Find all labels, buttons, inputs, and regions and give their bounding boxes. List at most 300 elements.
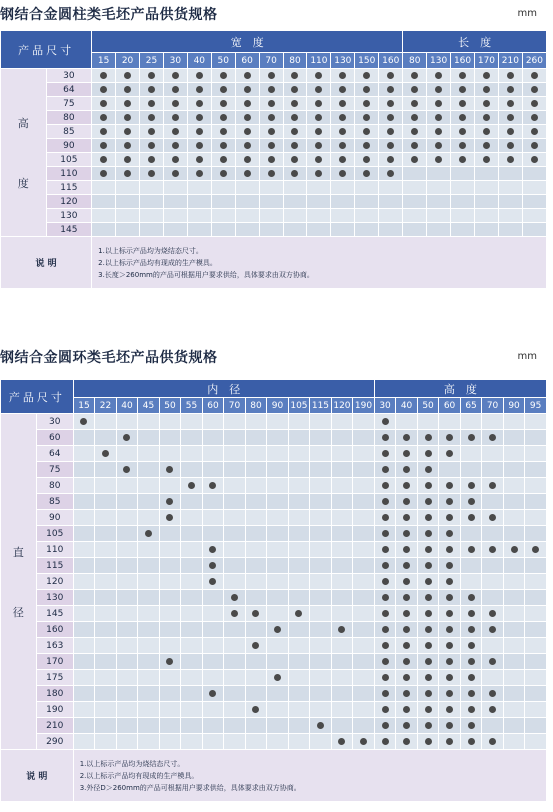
section2-grid-cell — [310, 702, 332, 718]
section2-grid-cell — [396, 542, 418, 558]
section2-grid-cell — [482, 478, 504, 494]
section1-grid-cell — [331, 125, 355, 139]
section2-grid-cell — [417, 638, 439, 654]
section2-grid-cell — [353, 718, 375, 734]
section2-grid-cell — [138, 542, 160, 558]
section1-grid-cell — [187, 83, 211, 97]
section2-availability-dot — [338, 626, 345, 633]
section2-table-row — [1, 654, 547, 670]
section2-availability-dot — [446, 610, 453, 617]
section2-grid-cell — [503, 686, 525, 702]
section2-grid-cell — [525, 702, 547, 718]
section2-column-header: 70 — [482, 398, 504, 414]
section1-table-row — [1, 97, 547, 111]
section2-availability-dot — [403, 578, 410, 585]
section1-availability-dot — [363, 156, 370, 163]
section1-grid-cell — [211, 139, 235, 153]
section2-grid-cell — [353, 414, 375, 430]
section2-grid-cell — [460, 494, 482, 510]
section1-availability-dot — [244, 86, 251, 93]
section1-grid-cell — [116, 181, 140, 195]
section1-availability-dot — [268, 142, 275, 149]
section2-row-label: 190 — [36, 702, 73, 718]
section1-grid-cell — [116, 111, 140, 125]
section2-table-row — [1, 590, 547, 606]
section2-grid-cell — [310, 526, 332, 542]
section2-grid-cell — [331, 590, 353, 606]
section2-availability-dot — [209, 578, 216, 585]
section2-grid-cell — [460, 606, 482, 622]
section1-grid-cell — [140, 167, 164, 181]
section2-grid-cell — [525, 462, 547, 478]
section2-grid-cell — [159, 590, 181, 606]
section2-availability-dot — [403, 626, 410, 633]
section1-note-line: 3.长度＞260mm的产品可根据用户要求供给，具体要求由双方协商。 — [98, 270, 314, 279]
section1-availability-dot — [339, 114, 346, 121]
section1-availability-dot — [196, 100, 203, 107]
section2-grid-cell — [202, 542, 224, 558]
section1-availability-dot — [507, 156, 514, 163]
section1-grid-cell — [259, 139, 283, 153]
section1-row-label: 80 — [46, 111, 92, 125]
section1-column-header: 150 — [355, 53, 379, 69]
section1-grid-cell — [475, 125, 499, 139]
section2-grid-cell — [95, 638, 117, 654]
section2-side-label-char: 径 — [12, 605, 24, 619]
section2-availability-dot — [382, 674, 389, 681]
section1-row-label: 115 — [46, 181, 92, 195]
section2-grid-cell — [116, 590, 138, 606]
section2-grid-cell — [267, 606, 289, 622]
section2-table-row — [1, 494, 547, 510]
section2-grid-cell — [224, 654, 246, 670]
section2-grid-cell — [159, 686, 181, 702]
section2-row-label: 60 — [36, 430, 73, 446]
section2-column-header: 50 — [417, 398, 439, 414]
section2-notes — [73, 750, 546, 802]
section2-title: 钢结合金圆环类毛坯产品供货规格 — [0, 350, 218, 366]
section1-availability-dot — [124, 86, 131, 93]
section2-row-label: 210 — [36, 718, 73, 734]
section2-grid-cell — [525, 686, 547, 702]
section1-grid-cell — [283, 195, 307, 209]
section2-table-row — [1, 638, 547, 654]
section1-grid-cell — [379, 167, 403, 181]
section1-grid-cell — [92, 97, 116, 111]
section2-column-header: 95 — [525, 398, 547, 414]
section1-row-label: 130 — [46, 209, 92, 223]
section2-grid-cell — [460, 526, 482, 542]
section1-availability-dot — [531, 156, 538, 163]
section2-row-label: 130 — [36, 590, 73, 606]
section2-grid-cell — [224, 734, 246, 750]
section2-grid-cell — [374, 494, 396, 510]
section2-grid-cell — [116, 526, 138, 542]
section1-grid-cell — [475, 83, 499, 97]
section1-availability-dot — [435, 156, 442, 163]
section1-row-label: 120 — [46, 195, 92, 209]
section2-grid-cell — [353, 542, 375, 558]
section2-grid-cell — [460, 718, 482, 734]
section2-grid-cell — [138, 654, 160, 670]
section2-grid-cell — [525, 430, 547, 446]
section2-grid-cell — [224, 606, 246, 622]
section1-group2-header: 长 度 — [403, 31, 547, 53]
section1-grid-cell — [451, 195, 475, 209]
section2-availability-dot — [489, 690, 496, 697]
section1-grid-cell — [427, 181, 451, 195]
section1-availability-dot — [291, 128, 298, 135]
section1-availability-dot — [339, 72, 346, 79]
section1-row-label: 145 — [46, 223, 92, 237]
section2-grid-cell — [396, 494, 418, 510]
section1-availability-dot — [339, 86, 346, 93]
section2-availability-dot — [382, 706, 389, 713]
section2-grid-cell — [482, 510, 504, 526]
section2-grid-cell — [417, 478, 439, 494]
section2-grid-cell — [73, 446, 95, 462]
section2-grid-cell — [181, 590, 203, 606]
section1-grid-cell — [522, 97, 546, 111]
section2-grid-cell — [374, 734, 396, 750]
section1-availability-dot — [148, 170, 155, 177]
section1-grid-cell — [403, 195, 427, 209]
section1-availability-dot — [268, 156, 275, 163]
section2-grid-cell — [95, 622, 117, 638]
section2-availability-dot — [403, 642, 410, 649]
section1-grid-cell — [92, 125, 116, 139]
section1-table-row — [1, 195, 547, 209]
section2-grid-cell — [95, 414, 117, 430]
section2-grid-cell — [460, 414, 482, 430]
section2-availability-dot — [382, 738, 389, 745]
section2-grid-cell — [224, 542, 246, 558]
section2-grid-cell — [95, 654, 117, 670]
section1-grid-cell — [522, 83, 546, 97]
section2-grid-cell — [73, 494, 95, 510]
section2-grid-cell — [73, 478, 95, 494]
section2-availability-dot — [80, 418, 87, 425]
section1-availability-dot — [220, 72, 227, 79]
section2-grid-cell — [288, 686, 310, 702]
section2-grid-cell — [503, 430, 525, 446]
section1-availability-dot — [291, 170, 298, 177]
section2-grid-cell — [417, 574, 439, 590]
section2-grid-cell — [482, 542, 504, 558]
section2-grid-cell — [353, 510, 375, 526]
section1-column-header: 50 — [211, 53, 235, 69]
section2-column-header: 45 — [138, 398, 160, 414]
section2-grid-cell — [396, 526, 418, 542]
section2-note-line: 2.以上标示产品均有现成的生产模具。 — [79, 771, 199, 780]
section2-availability-dot — [489, 706, 496, 713]
section2-grid-cell — [439, 446, 461, 462]
section2-grid-cell — [353, 638, 375, 654]
section1-grid-cell — [211, 83, 235, 97]
section2-grid-cell — [267, 622, 289, 638]
section2-grid-cell — [288, 670, 310, 686]
section2-grid-cell — [439, 606, 461, 622]
section1-grid-cell — [259, 83, 283, 97]
section1-grid-cell — [331, 69, 355, 83]
section2-grid-cell — [396, 430, 418, 446]
section2-grid-cell — [95, 510, 117, 526]
section2-grid-cell — [202, 654, 224, 670]
section1-grid-cell — [331, 181, 355, 195]
section1-availability-dot — [387, 114, 394, 121]
section2-grid-cell — [73, 654, 95, 670]
section2-availability-dot — [209, 546, 216, 553]
section2-grid-cell — [267, 462, 289, 478]
section2-grid-cell — [374, 542, 396, 558]
section2-grid-cell — [245, 542, 267, 558]
section2-grid-cell — [73, 686, 95, 702]
section1-grid-cell — [355, 181, 379, 195]
section2-grid-cell — [267, 734, 289, 750]
section2-grid-cell — [460, 670, 482, 686]
section2-availability-dot — [425, 530, 432, 537]
section1-grid-cell — [140, 139, 164, 153]
section1-grid-cell — [427, 139, 451, 153]
section2-availability-dot — [274, 626, 281, 633]
section1-grid-cell — [259, 195, 283, 209]
section2-grid-cell — [138, 718, 160, 734]
section1-availability-dot — [339, 156, 346, 163]
section2-grid-cell — [288, 622, 310, 638]
section2-column-header: 15 — [73, 398, 95, 414]
section1-availability-dot — [531, 72, 538, 79]
section1-availability-dot — [435, 100, 442, 107]
section2-grid-cell — [95, 462, 117, 478]
section1-grid-cell — [451, 125, 475, 139]
section2-grid-cell — [224, 590, 246, 606]
section2-availability-dot — [403, 498, 410, 505]
section2-grid-cell — [95, 478, 117, 494]
section1-table-row — [1, 111, 547, 125]
section1-availability-dot — [124, 156, 131, 163]
section1-availability-dot — [172, 142, 179, 149]
section2-grid-cell — [288, 414, 310, 430]
section2-availability-dot — [446, 706, 453, 713]
section2-grid-cell — [353, 430, 375, 446]
section2-grid-cell — [73, 670, 95, 686]
section1-grid-cell — [163, 125, 187, 139]
section2-grid-cell — [245, 526, 267, 542]
section2-availability-dot — [468, 674, 475, 681]
section2-grid-cell — [245, 558, 267, 574]
section2-availability-dot — [166, 658, 173, 665]
section2-grid-cell — [138, 446, 160, 462]
section1-grid-cell — [427, 125, 451, 139]
section1-grid-cell — [116, 195, 140, 209]
section2-grid-cell — [288, 494, 310, 510]
section1-grid-cell — [259, 223, 283, 237]
section2-side-label — [1, 414, 37, 750]
section1-grid-cell — [451, 83, 475, 97]
section2-availability-dot — [382, 434, 389, 441]
section2-grid-cell — [202, 478, 224, 494]
section1-grid-cell — [235, 153, 259, 167]
section2-grid-cell — [310, 478, 332, 494]
section1-grid-cell — [522, 167, 546, 181]
section2-grid-cell — [245, 686, 267, 702]
section1-grid-cell — [403, 181, 427, 195]
section1-table-row — [1, 167, 547, 181]
section1-grid-cell — [283, 209, 307, 223]
section1-grid-cell — [475, 69, 499, 83]
section2-row-label: 30 — [36, 414, 73, 430]
section2-grid-cell — [310, 510, 332, 526]
section1-table-row — [1, 139, 547, 153]
section2-grid-cell — [331, 686, 353, 702]
section2-availability-dot — [468, 498, 475, 505]
section2-grid-cell — [503, 462, 525, 478]
section1-row-label: 110 — [46, 167, 92, 181]
section2-grid-cell — [525, 574, 547, 590]
section1-grid-cell — [307, 83, 331, 97]
section2-row-label: 180 — [36, 686, 73, 702]
section1-grid-cell — [116, 209, 140, 223]
section2-grid-cell — [503, 558, 525, 574]
section2-grid-cell — [95, 702, 117, 718]
section2-grid-cell — [224, 558, 246, 574]
section2-grid-cell — [73, 638, 95, 654]
section2-grid-cell — [460, 558, 482, 574]
section2-grid-cell — [460, 574, 482, 590]
section1-grid-cell — [307, 195, 331, 209]
section2-column-header: 115 — [310, 398, 332, 414]
section2-grid-cell — [374, 414, 396, 430]
section1-row-label: 30 — [46, 69, 92, 83]
section2-grid-cell — [95, 686, 117, 702]
section2-grid-cell — [396, 734, 418, 750]
section1-grid-cell — [283, 223, 307, 237]
section2-column-header: 40 — [396, 398, 418, 414]
section1-grid-cell — [116, 69, 140, 83]
section2-column-header: 60 — [439, 398, 461, 414]
section1-grid-cell — [211, 69, 235, 83]
section1-availability-dot — [531, 128, 538, 135]
section1-grid-cell — [379, 139, 403, 153]
section1-availability-dot — [363, 170, 370, 177]
section2-grid-cell — [202, 446, 224, 462]
section2-grid-cell — [525, 622, 547, 638]
section2-grid-cell — [159, 654, 181, 670]
section1-availability-dot — [507, 86, 514, 93]
section1-availability-dot — [100, 156, 107, 163]
section1-availability-dot — [268, 170, 275, 177]
section1-availability-dot — [220, 86, 227, 93]
section2-grid-cell — [159, 702, 181, 718]
section2-grid-cell — [159, 606, 181, 622]
section2-grid-cell — [267, 494, 289, 510]
section2-row-label: 120 — [36, 574, 73, 590]
section2-availability-dot — [403, 610, 410, 617]
section2-grid-cell — [267, 558, 289, 574]
section2-availability-dot — [403, 594, 410, 601]
section1-grid-cell — [475, 111, 499, 125]
section1-availability-dot — [411, 114, 418, 121]
section2-grid-cell — [417, 590, 439, 606]
section2-grid-cell — [267, 574, 289, 590]
section2-grid-cell — [374, 462, 396, 478]
section2-column-header: 40 — [116, 398, 138, 414]
section1-grid-cell — [403, 125, 427, 139]
section1-grid-cell — [355, 111, 379, 125]
section2-availability-dot — [446, 738, 453, 745]
section2-grid-cell — [331, 670, 353, 686]
section1-availability-dot — [339, 128, 346, 135]
section1-availability-dot — [291, 156, 298, 163]
section2-grid-cell — [503, 542, 525, 558]
section1-availability-dot — [291, 86, 298, 93]
section1-grid-cell — [307, 223, 331, 237]
section2-grid-cell — [73, 542, 95, 558]
section1-grid-cell — [355, 195, 379, 209]
section2-grid-cell — [460, 446, 482, 462]
section2-availability-dot — [403, 546, 410, 553]
section2-grid-cell — [138, 574, 160, 590]
section1-availability-dot — [124, 128, 131, 135]
section2-availability-dot — [468, 434, 475, 441]
section2-grid-cell — [116, 654, 138, 670]
section2-grid-cell — [181, 494, 203, 510]
section1-availability-dot — [387, 86, 394, 93]
section1-grid-cell — [379, 111, 403, 125]
section2-grid-cell — [525, 542, 547, 558]
section2-availability-dot — [489, 658, 496, 665]
section2-grid-cell — [396, 558, 418, 574]
section2-grid-cell — [116, 574, 138, 590]
section2-grid-cell — [288, 590, 310, 606]
section2-grid-cell — [116, 686, 138, 702]
section2-grid-cell — [310, 430, 332, 446]
section2-grid-cell — [73, 462, 95, 478]
section2-grid-cell — [288, 734, 310, 750]
section2-grid-cell — [73, 510, 95, 526]
section2-availability-dot — [468, 690, 475, 697]
section2-grid-cell — [331, 478, 353, 494]
section2-grid-cell — [353, 702, 375, 718]
section2-availability-dot — [468, 642, 475, 649]
section2-grid-cell — [224, 462, 246, 478]
section1-availability-dot — [172, 86, 179, 93]
section2-grid-cell — [245, 478, 267, 494]
section2-grid-cell — [267, 686, 289, 702]
section1-grid-cell — [355, 125, 379, 139]
section2-grid-cell — [396, 478, 418, 494]
section2-availability-dot — [425, 562, 432, 569]
section2-availability-dot — [425, 690, 432, 697]
section2-grid-cell — [417, 558, 439, 574]
section2-grid-cell — [116, 446, 138, 462]
section2-grid-cell — [288, 638, 310, 654]
section2-grid-cell — [116, 606, 138, 622]
section1-grid-cell — [451, 209, 475, 223]
section1-column-header: 60 — [235, 53, 259, 69]
section2-grid-cell — [159, 510, 181, 526]
section1-availability-dot — [244, 156, 251, 163]
section2-table-row — [1, 478, 547, 494]
section2-grid-cell — [482, 590, 504, 606]
section2-group2-header: 高 度 — [374, 380, 546, 398]
section2-grid-cell — [310, 414, 332, 430]
section1-column-header: 25 — [140, 53, 164, 69]
section2-availability-dot — [425, 434, 432, 441]
section1-grid-cell — [498, 167, 522, 181]
section2-grid-cell — [482, 414, 504, 430]
section1-availability-dot — [196, 156, 203, 163]
